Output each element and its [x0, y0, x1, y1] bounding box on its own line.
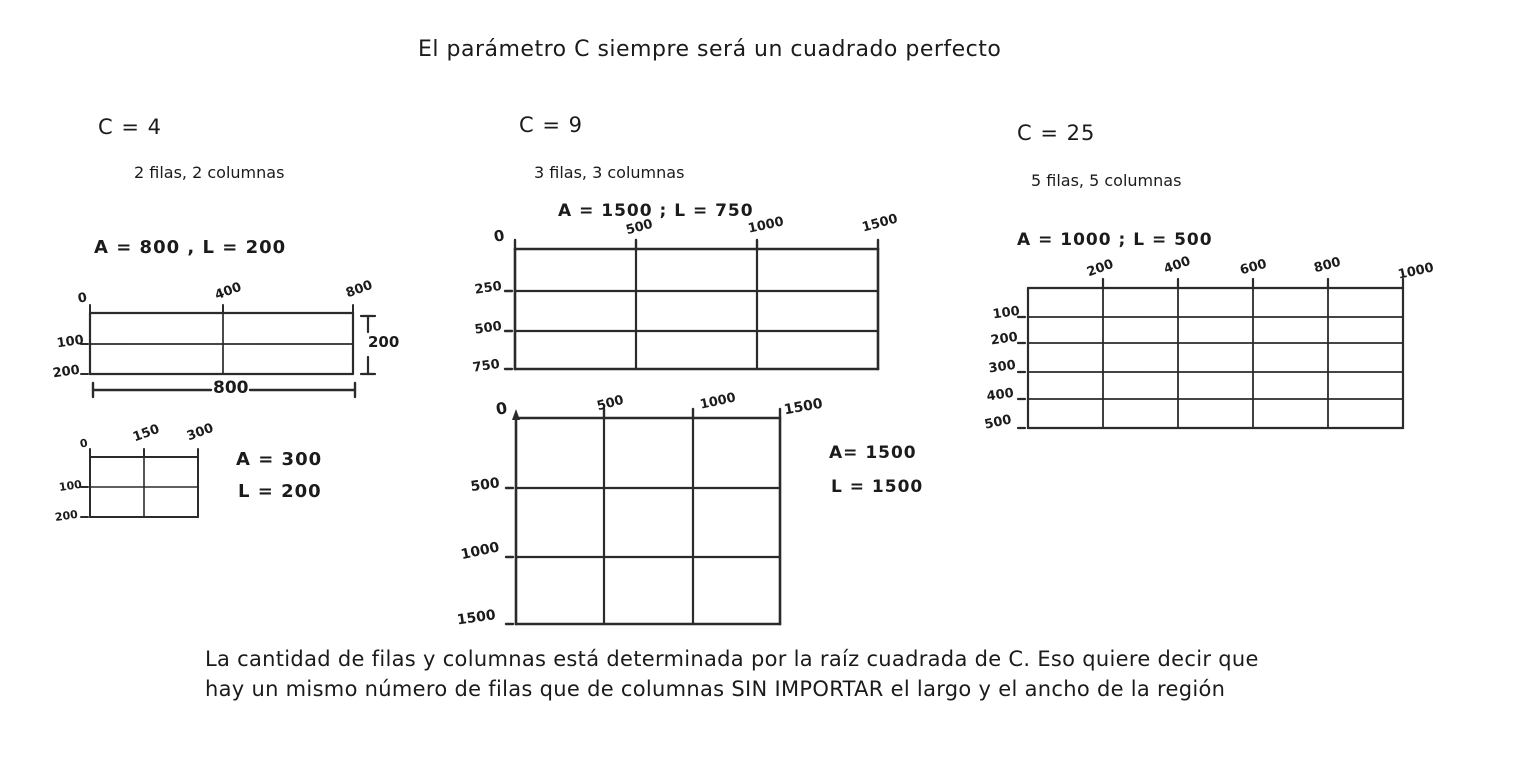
c25-grid — [1016, 276, 1415, 440]
section-c25-params: A = 1000 ; L = 500 — [1017, 230, 1213, 250]
section-c9-heading: C = 9 — [519, 113, 583, 137]
section-c4-subheading: 2 filas, 2 columnas — [134, 163, 285, 182]
footer-note-line2: hay un mismo número de filas que de columnas SIN IMPORTAR el largo y el ancho de la región — [205, 677, 1226, 701]
c25-left-tick-4: 500 — [983, 412, 1013, 433]
c4-small-top-tick-2: 300 — [185, 420, 216, 445]
c9-square-top-tick-0: 0 — [494, 398, 509, 419]
c4-wide-top-tick-2: 800 — [344, 277, 375, 302]
c25-left-tick-2: 300 — [987, 357, 1017, 377]
c25-left-tick-3: 400 — [985, 385, 1015, 405]
footer-note-line1: La cantidad de filas y columnas está determinada por la raíz cuadrada de C. Eso quiere decir que — [205, 647, 1259, 671]
c4-wide-top-tick-0: 0 — [76, 290, 89, 307]
c9-square-top-tick-1: 500 — [595, 392, 626, 415]
section-c9-subheading: 3 filas, 3 columnas — [534, 163, 685, 182]
c4-wide-left-tick-1: 200 — [51, 362, 81, 382]
c4-wide-left-tick-0: 100 — [55, 332, 85, 352]
c4-wide-width-dim: 800 — [213, 378, 249, 398]
c25-top-tick-0: 200 — [1085, 256, 1116, 281]
c25-left-tick-0: 100 — [991, 303, 1021, 323]
c25-left-tick-1: 200 — [989, 329, 1019, 349]
c4-small-area-label: A = 300 — [236, 449, 323, 470]
c4-small-top-tick-0: 0 — [78, 436, 89, 451]
c9-square-top-tick-2: 1000 — [698, 390, 738, 413]
c4-small-left-tick-1: 200 — [54, 507, 79, 524]
c25-top-tick-1: 400 — [1162, 253, 1193, 278]
section-c4-params: A = 800 , L = 200 — [94, 237, 287, 258]
c4-small-left-tick-0: 100 — [58, 477, 83, 494]
c4-small-grid — [78, 445, 210, 529]
c9-square-grid — [504, 406, 794, 636]
c9-square-left-tick-0: 500 — [469, 475, 501, 496]
section-c25-heading: C = 25 — [1017, 121, 1096, 145]
page-title: El parámetro C siempre será un cuadrado perfecto — [418, 37, 1002, 62]
c9-square-top-tick-3: 1500 — [782, 395, 824, 419]
c4-small-length-label: L = 200 — [238, 481, 322, 502]
c9-wide-top-tick-1: 500 — [624, 216, 655, 239]
c4-wide-height-dim: 200 — [368, 333, 400, 351]
c25-top-tick-4: 1000 — [1396, 260, 1436, 283]
c9-square-left-tick-2: 1500 — [455, 607, 497, 629]
c25-top-tick-3: 800 — [1312, 254, 1343, 277]
c9-square-area-label: A= 1500 — [829, 443, 917, 463]
c9-wide-top-tick-3: 1500 — [860, 211, 900, 236]
c9-wide-top-tick-2: 1000 — [746, 214, 786, 237]
c9-wide-grid — [503, 237, 890, 379]
up-arrow-icon — [512, 409, 520, 420]
c9-square-left-tick-1: 1000 — [459, 539, 501, 564]
section-c4-heading: C = 4 — [98, 115, 162, 139]
section-c9-params: A = 1500 ; L = 750 — [558, 201, 754, 221]
c9-wide-top-tick-0: 0 — [492, 226, 506, 246]
c25-top-tick-2: 600 — [1238, 256, 1269, 279]
c4-small-top-tick-1: 150 — [131, 421, 162, 446]
c4-wide-top-tick-1: 400 — [213, 279, 244, 304]
c9-wide-left-tick-1: 500 — [473, 319, 503, 338]
c9-wide-left-tick-2: 750 — [471, 357, 501, 376]
section-c25-subheading: 5 filas, 5 columnas — [1031, 171, 1182, 190]
c9-square-length-label: L = 1500 — [831, 477, 924, 497]
c9-wide-left-tick-0: 250 — [473, 279, 503, 298]
